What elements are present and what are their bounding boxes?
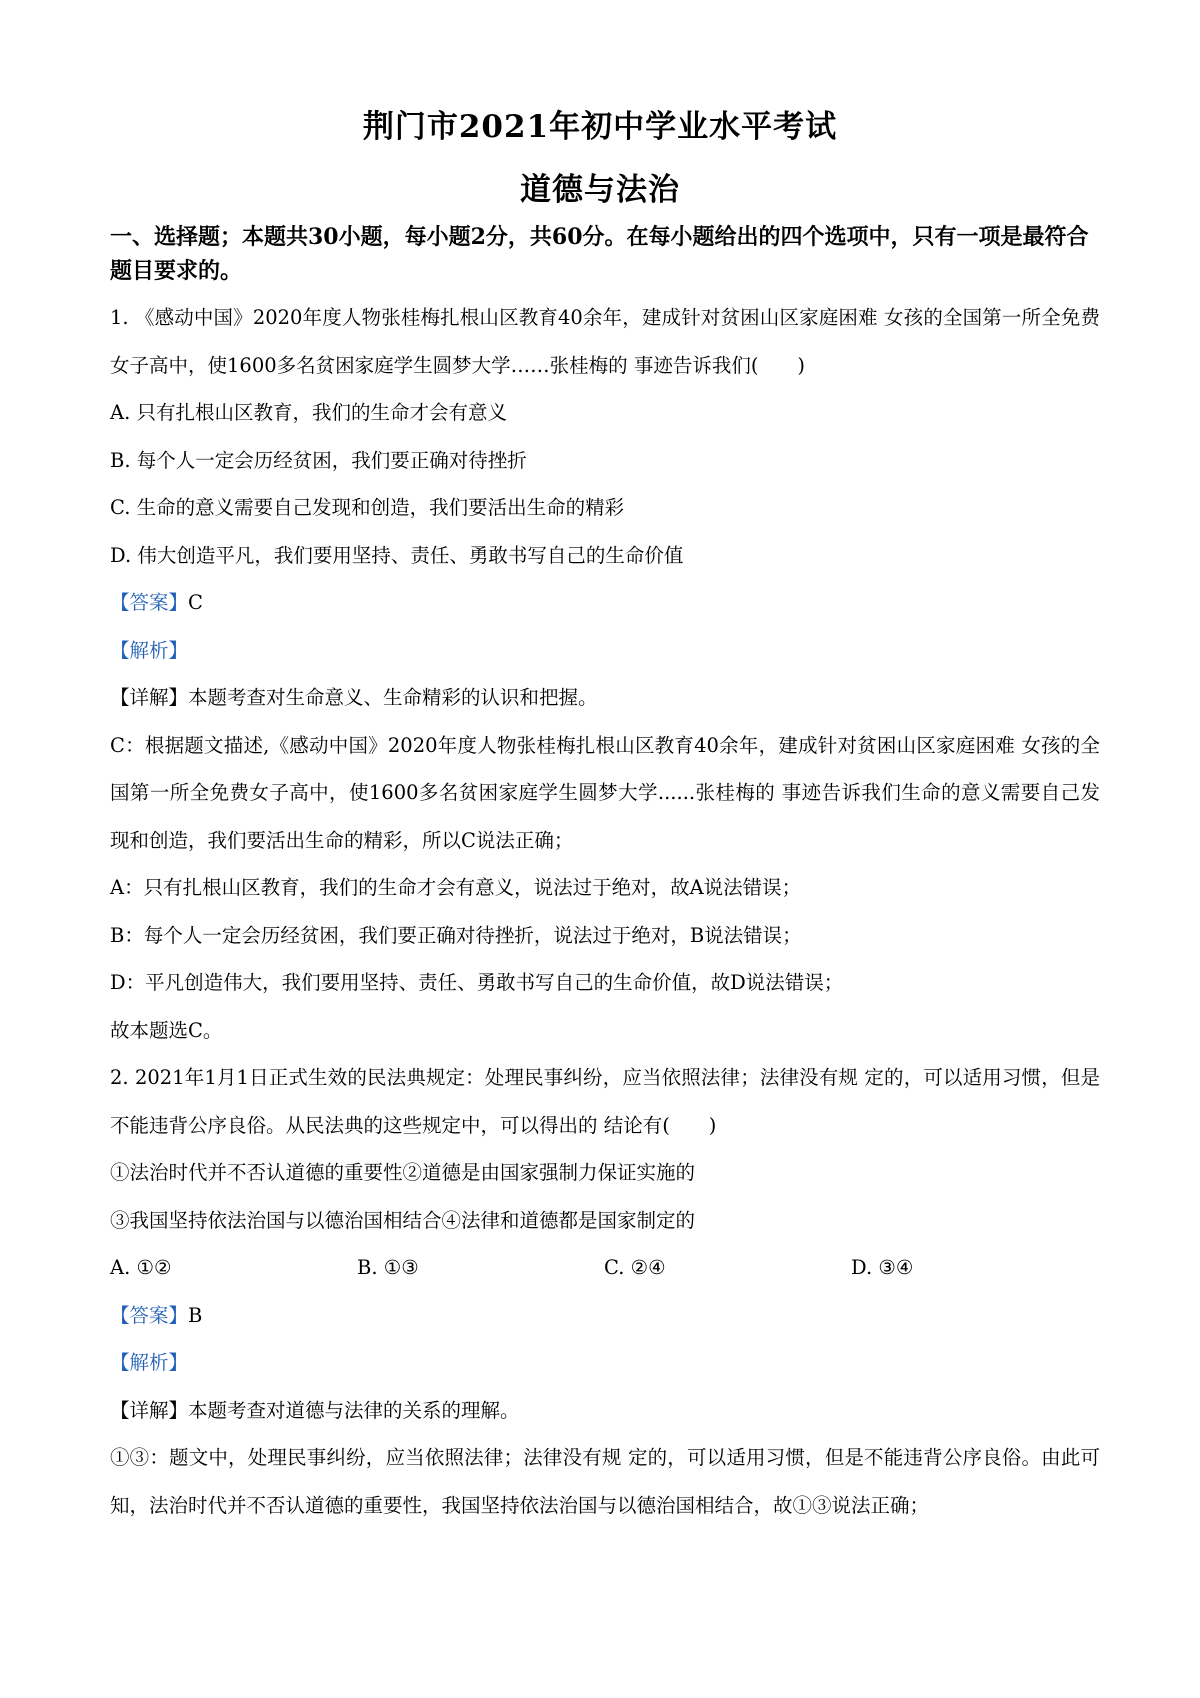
analysis-tag: 【解析】 [110,638,189,662]
analysis-tag: 【解析】 [110,1351,189,1374]
document-title: 荆门市2021年初中学业水平考试 [362,109,838,145]
question-2-answer [110,1292,1100,1340]
question-1 [110,294,1100,1054]
section-heading: 一、选择题；本题共30小题，每小题2分，共60分。在每小题给出的四个选项中，只有一项是最符合题目要求的。 [110,224,1089,284]
question-2-detail: 【详解】本题考查对道德与法律的关系的理解。 [110,1398,520,1422]
question-1-option-d: D. 伟大创造平凡，我们要用坚持、责任、勇敢书写自己的生命价值 [110,543,684,567]
answer-tag: 【答案】 [110,591,189,614]
question-1-explanation-b: B：每个人一定会历经贫困，我们要正确对待挫折，说法过于绝对，B说法错误； [110,923,802,947]
question-2-option-d: D. ③④ [851,1256,914,1279]
question-1-option-a: A. 只有扎根山区教育，我们的生命才会有意义 [110,401,507,424]
document-body [110,220,1100,1529]
answer-value: B [188,1303,203,1327]
question-2-statements-2: ③我国坚持依法治国与以德治国相结合④法律和道德都是国家制定的 [110,1208,696,1232]
document-subtitle: 道德与法治 [520,172,680,208]
question-1-analysis [110,627,1100,675]
question-2-option-c: C. ②④ [604,1256,666,1279]
question-1-explanation-d: D：平凡创造伟大，我们要用坚持、责任、勇敢书写自己的生命价值，故D说法错误； [110,971,844,994]
question-2-stem: 2. 2021年1月1日正式生效的民法典规定：处理民事纠纷，应当依照法律；法律没有规 定的，可以适用习惯，但是不能违背公序良俗。从民法典的这些规定中，可以得出的 结论有( ) [110,1066,1100,1137]
question-2 [110,1054,1100,1529]
question-2-option-a: A. ①② [110,1256,172,1279]
question-2-statements-1: ①法治时代并不否认道德的重要性②道德是由国家强制力保证实施的 [110,1161,696,1184]
answer-value: C [188,591,203,614]
question-1-explanation-a: A：只有扎根山区教育，我们的生命才会有意义，说法过于绝对，故A说法错误； [110,876,802,899]
question-2-analysis [110,1339,1100,1387]
question-1-option-c: C. 生命的意义需要自己发现和创造，我们要活出生命的精彩 [110,496,625,519]
question-1-detail: 【详解】本题考查对生命意义、生命精彩的认识和把握。 [110,686,598,709]
question-2-options [110,1244,1100,1292]
question-1-answer [110,579,1100,627]
question-2-explanation: ①③：题文中，处理民事纠纷，应当依照法律；法律没有规 定的，可以适用习惯，但是不能违背公序良俗。由此可知，法治时代并不否认道德的重要性，我国坚持依法治国与以德治国相结合，故①③说法正确； [110,1446,1100,1517]
question-2-option-b: B. ①③ [357,1256,419,1279]
question-1-stem: 1. 《感动中国》2020年度人物张桂梅扎根山区教育40余年，建成针对贫困山区家庭困难 女孩的全国第一所全免费女子高中，使1600多名贫困家庭学生圆梦大学……张桂梅的 事迹告诉我们( ) [110,306,1100,377]
question-1-explanation-c: C：根据题文描述,《感动中国》2020年度人物张桂梅扎根山区教育40余年，建成针对贫困山区家庭困难 女孩的全国第一所全免费女子高中，使1600多名贫困家庭学生圆梦大学......张桂梅的 事迹告诉我们生命的意义需要自己发现和创造，我们要活出生命的精彩，所以C说法正确； [110,733,1100,852]
answer-tag: 【答案】 [110,1303,189,1327]
question-1-option-b: B. 每个人一定会历经贫困，我们要正确对待挫折 [110,448,527,472]
question-1-conclusion: 故本题选C。 [110,1018,223,1042]
